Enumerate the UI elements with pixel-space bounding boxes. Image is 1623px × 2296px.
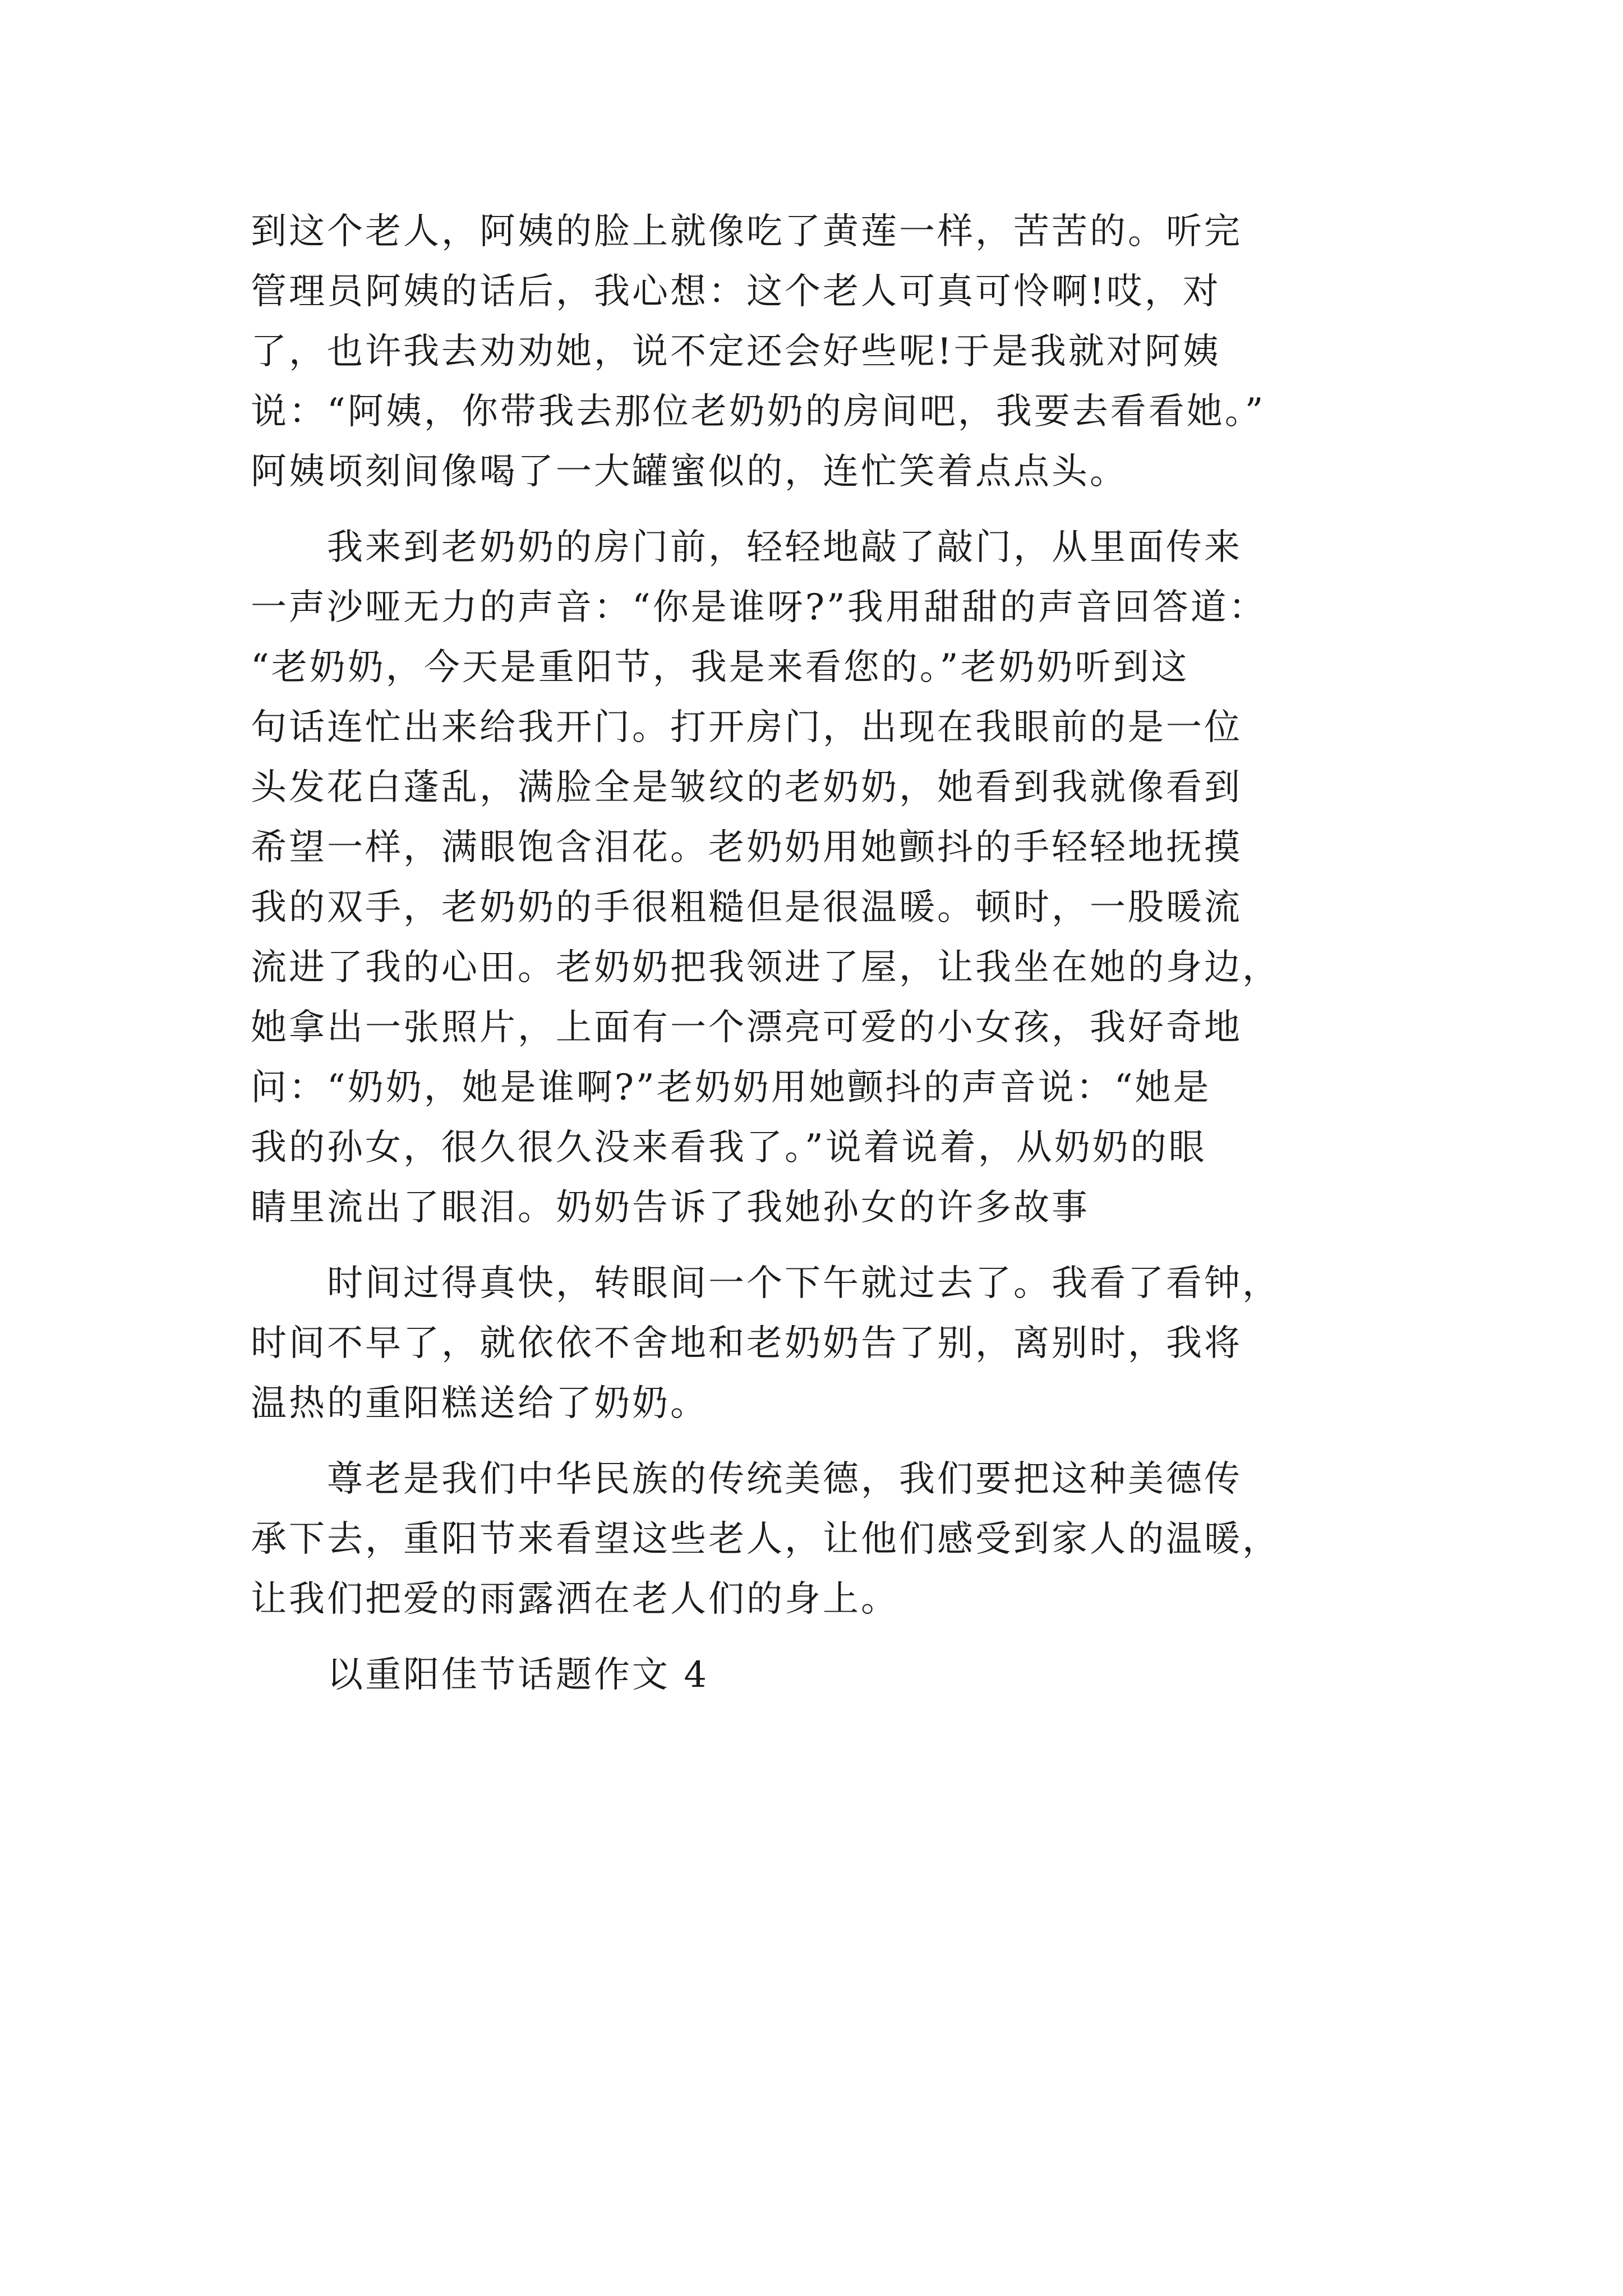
text-line: 问：“奶奶，她是谁啊?”老奶奶用她颤抖的声音说：“她是 [251, 1067, 1211, 1108]
paragraph-spacer [251, 502, 1378, 518]
paragraph-spacer [251, 1238, 1378, 1254]
text-line: 她拿出一张照片，上面有一个漂亮可爱的小女孩，我好奇地 [251, 1007, 1242, 1048]
text-line: 流进了我的心田。老奶奶把我领进了屋，让我坐在她的身边， [251, 947, 1280, 988]
paragraph-spacer [251, 1630, 1378, 1645]
paragraph [251, 518, 1378, 1238]
paragraph-spacer [251, 1434, 1378, 1450]
text-line: 我的双手，老奶奶的手很粗糙但是很温暖。顿时，一股暖流 [251, 887, 1242, 928]
paragraph [251, 1450, 1378, 1630]
text-line: 承下去，重阳节来看望这些老人，让他们感受到家人的温暖， [251, 1519, 1280, 1560]
text-line: 阿姨顷刻间像喝了一大罐蜜似的，连忙笑着点点头。 [251, 451, 1128, 493]
text-line: 时间过得真快，转眼间一个下午就过去了。我看了看钟， [251, 1263, 1280, 1304]
text-line: 尊老是我们中华民族的传统美德，我们要把这种美德传 [251, 1458, 1242, 1500]
text-line: 管理员阿姨的话后，我心想：这个老人可真可怜啊!哎，对 [251, 271, 1221, 312]
paragraph [251, 202, 1378, 502]
essay-body [251, 202, 1378, 1705]
section-heading [251, 1645, 1378, 1705]
paragraph [251, 1254, 1378, 1434]
text-line: 我的孙女，很久很久没来看我了。”说着说着，从奶奶的眼 [251, 1127, 1207, 1168]
text-line: 头发花白蓬乱，满脸全是皱纹的老奶奶，她看到我就像看到 [251, 767, 1242, 808]
text-line: 到这个老人，阿姨的脸上就像吃了黄莲一样，苦苦的。听完 [251, 211, 1242, 252]
text-line: 让我们把爱的雨露洒在老人们的身上。 [251, 1579, 899, 1620]
text-line: 一声沙哑无力的声音：“你是谁呀?”我用甜甜的声音回答道： [251, 587, 1267, 628]
text-line: 说：“阿姨，你带我去那位老奶奶的房间吧，我要去看看她。” [251, 391, 1266, 432]
text-line: 了，也许我去劝劝她，说不定还会好些呢!于是我就对阿姨 [251, 331, 1221, 372]
text-line: “老奶奶，今天是重阳节，我是来看您的。”老奶奶听到这 [251, 647, 1189, 688]
text-line: 我来到老奶奶的房门前，轻轻地敲了敲门，从里面传来 [251, 527, 1242, 568]
text-line: 句话连忙出来给我开门。打开房门，出现在我眼前的是一位 [251, 707, 1242, 748]
heading-line: 以重阳佳节话题作文 4 [251, 1654, 709, 1696]
text-line: 温热的重阳糕送给了奶奶。 [251, 1383, 708, 1424]
text-line: 时间不早了，就依依不舍地和老奶奶告了别，离别时，我将 [251, 1323, 1242, 1364]
text-line: 希望一样，满眼饱含泪花。老奶奶用她颤抖的手轻轻地抚摸 [251, 827, 1242, 868]
text-line: 睛里流出了眼泪。奶奶告诉了我她孙女的许多故事 [251, 1187, 1090, 1228]
